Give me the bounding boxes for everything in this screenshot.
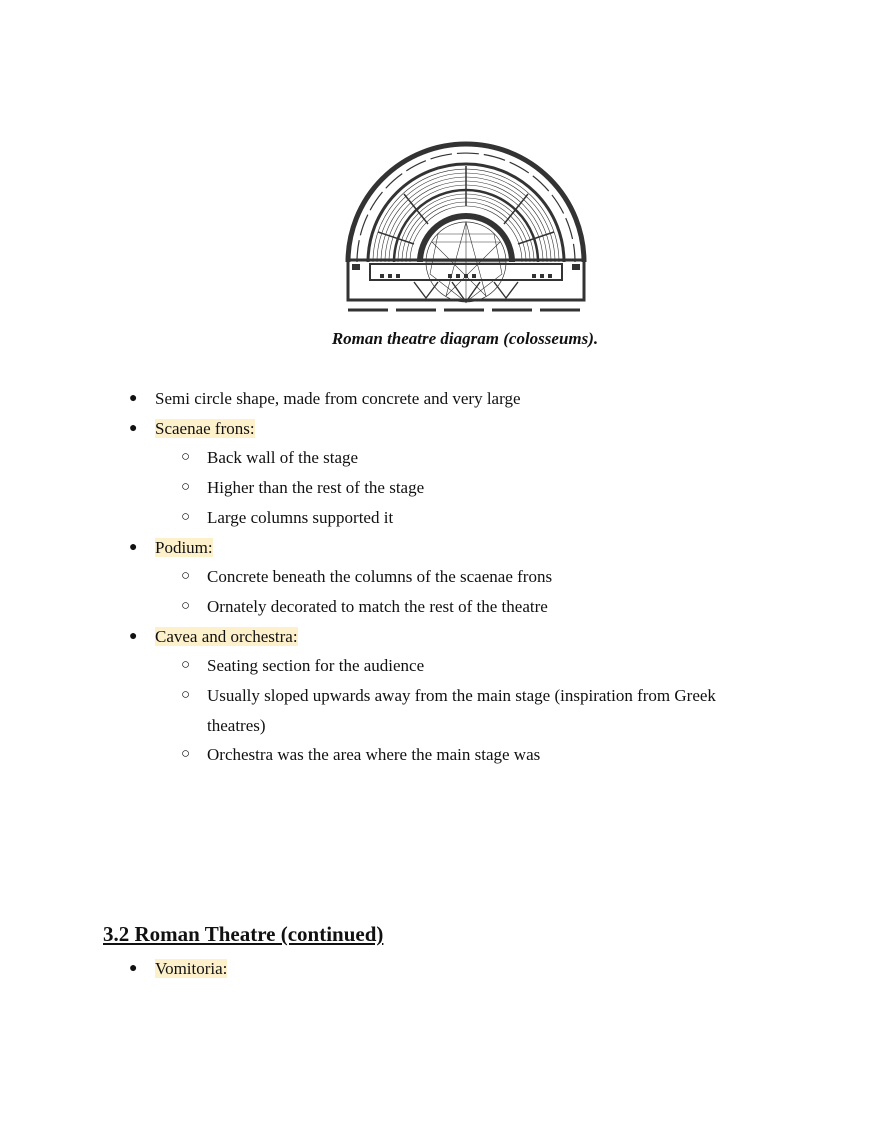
list-item-text: Scaenae frons: [155,418,255,438]
theatre-plan-drawing [340,136,592,320]
sub-list-item [0,562,880,592]
section-heading: 3.2 Roman Theatre (continued) [103,922,384,946]
hollow-bullet-icon: ○ [181,657,191,674]
hollow-bullet-icon: ○ [181,597,191,614]
sub-list-item [0,740,880,770]
bullet-icon: ● [129,628,138,644]
list-item [0,954,880,984]
list-item [0,384,880,414]
bullet-icon: ● [129,391,138,406]
sub-list-item-text: Concrete beneath the columns of the scaenae frons [207,567,553,587]
bullet-list [0,384,880,770]
sub-list-item-text: Higher than the rest of the stage [207,478,425,498]
sub-list-item [0,473,880,503]
hollow-bullet-icon: ○ [181,568,191,585]
hollow-bullet-icon: ○ [181,746,191,763]
list-item-text: Podium: [155,537,213,557]
sub-list-item [0,651,880,681]
sub-list-item-text: Large columns supported it [207,507,394,527]
sub-list-item-text: Usually sloped upwards away from the main stage (inspiration from Greek theatres) [207,686,716,735]
hollow-bullet-icon: ○ [181,449,191,466]
sub-list-item-text: Back wall of the stage [207,448,359,468]
sub-list-item [0,503,880,533]
sub-list-item [0,681,880,740]
bullet-icon: ● [129,420,138,436]
hollow-bullet-icon: ○ [181,687,191,704]
bullet-icon: ● [129,539,138,555]
list-item-text: Vomitoria: [155,959,228,978]
list-item [0,622,880,652]
roman-theatre-diagram [340,136,592,320]
hollow-bullet-icon: ○ [181,479,191,496]
sub-list-item-text: Ornately decorated to match the rest of the theatre [207,596,548,616]
sub-list-item-text: Seating section for the audience [207,656,425,676]
figure-caption: Roman theatre diagram (colosseums). [331,329,599,348]
section-bullet-list [0,954,880,984]
list-item-text: Semi circle shape, made from concrete and very large [155,389,521,408]
list-item [0,533,880,563]
sub-list-item [0,443,880,473]
sub-list-item [0,592,880,622]
list-item [0,414,880,444]
hollow-bullet-icon: ○ [181,508,191,525]
sub-list-item-text: Orchestra was the area where the main stage was [207,745,541,765]
bullet-icon: ● [129,961,138,976]
list-item-text: Cavea and orchestra: [155,626,298,646]
